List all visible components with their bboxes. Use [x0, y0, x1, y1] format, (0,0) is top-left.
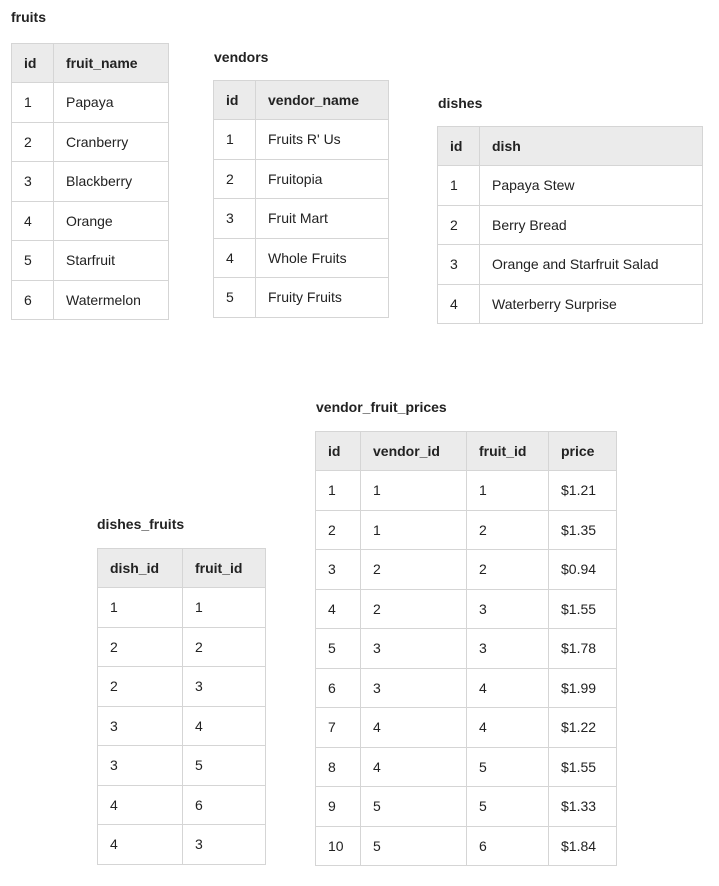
vendor-fruit-prices-header-row — [316, 432, 617, 471]
fruits-header-fruit-name: fruit_name — [54, 44, 169, 83]
table-row — [12, 241, 169, 281]
vendor-fruit-prices-cell-id: 10 — [316, 826, 361, 866]
vendor-fruit-prices-table — [315, 431, 617, 866]
dishes-fruits-header-row — [98, 549, 266, 588]
vendors-cell-vendor-name: Fruity Fruits — [256, 278, 389, 318]
fruits-cell-fruit-name: Blackberry — [54, 162, 169, 202]
dishes-header-row — [438, 127, 703, 166]
fruits-header-row — [12, 44, 169, 83]
vendor-fruit-prices-cell-price: $1.22 — [549, 708, 617, 748]
vendor-fruit-prices-cell-vendor-id: 1 — [361, 510, 467, 550]
fruits-cell-id: 5 — [12, 241, 54, 281]
fruits-cell-id: 1 — [12, 83, 54, 123]
vendor-fruit-prices-cell-price: $0.94 — [549, 550, 617, 590]
fruits-cell-id: 3 — [12, 162, 54, 202]
vendor-fruit-prices-cell-id: 5 — [316, 629, 361, 669]
vendor-fruit-prices-cell-vendor-id: 2 — [361, 589, 467, 629]
vendor-fruit-prices-cell-id: 6 — [316, 668, 361, 708]
vendor-fruit-prices-cell-id: 7 — [316, 708, 361, 748]
table-row — [12, 201, 169, 241]
vendor-fruit-prices-cell-id: 4 — [316, 589, 361, 629]
vendors-header-vendor-name: vendor_name — [256, 81, 389, 120]
dishes-fruits-cell-fruit-id: 3 — [183, 667, 266, 707]
dishes-fruits-cell-dish-id: 3 — [98, 746, 183, 786]
vendor-fruit-prices-cell-vendor-id: 1 — [361, 471, 467, 511]
dishes-fruits-cell-fruit-id: 2 — [183, 627, 266, 667]
vendor-fruit-prices-cell-price: $1.99 — [549, 668, 617, 708]
vendor-fruit-prices-cell-vendor-id: 4 — [361, 747, 467, 787]
table-row — [12, 83, 169, 123]
vendors-cell-id: 1 — [214, 120, 256, 160]
table-row — [12, 280, 169, 320]
vendor-fruit-prices-cell-fruit-id: 4 — [467, 668, 549, 708]
table-row — [316, 787, 617, 827]
dishes-cell-dish: Berry Bread — [480, 205, 703, 245]
vendors-cell-vendor-name: Whole Fruits — [256, 238, 389, 278]
vendor-fruit-prices-cell-price: $1.55 — [549, 747, 617, 787]
fruits-title: fruits — [11, 9, 46, 25]
vendor-fruit-prices-cell-id: 9 — [316, 787, 361, 827]
vendor-fruit-prices-title: vendor_fruit_prices — [316, 399, 447, 415]
vendor-fruit-prices-cell-vendor-id: 3 — [361, 668, 467, 708]
table-row — [98, 706, 266, 746]
vendor-fruit-prices-cell-fruit-id: 5 — [467, 787, 549, 827]
vendor-fruit-prices-cell-vendor-id: 5 — [361, 787, 467, 827]
vendors-cell-vendor-name: Fruit Mart — [256, 199, 389, 239]
vendor-fruit-prices-cell-price: $1.33 — [549, 787, 617, 827]
vendor-fruit-prices-cell-vendor-id: 2 — [361, 550, 467, 590]
vendor-fruit-prices-header-fruit-id: fruit_id — [467, 432, 549, 471]
table-row — [438, 245, 703, 285]
vendor-fruit-prices-cell-fruit-id: 2 — [467, 550, 549, 590]
table-row — [316, 668, 617, 708]
dishes-fruits-cell-fruit-id: 4 — [183, 706, 266, 746]
vendor-fruit-prices-cell-fruit-id: 5 — [467, 747, 549, 787]
vendor-fruit-prices-cell-id: 2 — [316, 510, 361, 550]
table-row — [438, 284, 703, 324]
vendor-fruit-prices-cell-price: $1.84 — [549, 826, 617, 866]
vendor-fruit-prices-cell-vendor-id: 5 — [361, 826, 467, 866]
dishes-fruits-cell-dish-id: 3 — [98, 706, 183, 746]
table-row — [316, 510, 617, 550]
table-row — [316, 550, 617, 590]
dishes-fruits-cell-dish-id: 4 — [98, 825, 183, 865]
fruits-cell-fruit-name: Orange — [54, 201, 169, 241]
dishes-fruits-cell-dish-id: 4 — [98, 785, 183, 825]
table-row — [316, 826, 617, 866]
fruits-cell-fruit-name: Cranberry — [54, 122, 169, 162]
vendor-fruit-prices-cell-fruit-id: 6 — [467, 826, 549, 866]
vendors-table — [213, 80, 389, 318]
vendor-fruit-prices-cell-fruit-id: 1 — [467, 471, 549, 511]
dishes-cell-id: 2 — [438, 205, 480, 245]
fruits-cell-id: 6 — [12, 280, 54, 320]
dishes-fruits-cell-fruit-id: 5 — [183, 746, 266, 786]
table-row — [12, 162, 169, 202]
table-row — [98, 627, 266, 667]
vendors-cell-id: 3 — [214, 199, 256, 239]
vendor-fruit-prices-cell-price: $1.78 — [549, 629, 617, 669]
vendor-fruit-prices-cell-fruit-id: 3 — [467, 589, 549, 629]
vendors-header-id: id — [214, 81, 256, 120]
dishes-fruits-cell-dish-id: 2 — [98, 667, 183, 707]
dishes-fruits-cell-fruit-id: 1 — [183, 588, 266, 628]
table-row — [98, 746, 266, 786]
dishes-fruits-cell-fruit-id: 6 — [183, 785, 266, 825]
vendor-fruit-prices-cell-fruit-id: 2 — [467, 510, 549, 550]
vendor-fruit-prices-header-id: id — [316, 432, 361, 471]
dishes-fruits-cell-fruit-id: 3 — [183, 825, 266, 865]
table-row — [214, 199, 389, 239]
dishes-cell-dish: Papaya Stew — [480, 166, 703, 206]
table-row — [316, 589, 617, 629]
vendor-fruit-prices-cell-price: $1.35 — [549, 510, 617, 550]
dishes-cell-dish: Orange and Starfruit Salad — [480, 245, 703, 285]
table-row — [214, 278, 389, 318]
table-row — [214, 238, 389, 278]
vendor-fruit-prices-cell-price: $1.21 — [549, 471, 617, 511]
vendor-fruit-prices-cell-fruit-id: 3 — [467, 629, 549, 669]
table-row — [98, 588, 266, 628]
table-row — [316, 471, 617, 511]
table-row — [316, 747, 617, 787]
fruits-cell-id: 2 — [12, 122, 54, 162]
vendors-header-row — [214, 81, 389, 120]
table-row — [316, 629, 617, 669]
fruits-header-id: id — [12, 44, 54, 83]
vendors-cell-id: 2 — [214, 159, 256, 199]
table-row — [12, 122, 169, 162]
fruits-table — [11, 43, 169, 320]
vendor-fruit-prices-header-price: price — [549, 432, 617, 471]
vendors-cell-id: 5 — [214, 278, 256, 318]
table-row — [98, 825, 266, 865]
dishes-fruits-header-fruit-id: fruit_id — [183, 549, 266, 588]
vendor-fruit-prices-cell-id: 8 — [316, 747, 361, 787]
dishes-fruits-cell-dish-id: 1 — [98, 588, 183, 628]
table-row — [316, 708, 617, 748]
vendor-fruit-prices-cell-vendor-id: 3 — [361, 629, 467, 669]
dishes-fruits-cell-dish-id: 2 — [98, 627, 183, 667]
table-row — [98, 785, 266, 825]
table-row — [98, 667, 266, 707]
vendors-cell-id: 4 — [214, 238, 256, 278]
dishes-fruits-table — [97, 548, 266, 865]
dishes-fruits-header-dish-id: dish_id — [98, 549, 183, 588]
table-row — [214, 159, 389, 199]
table-row — [438, 166, 703, 206]
fruits-cell-id: 4 — [12, 201, 54, 241]
vendors-cell-vendor-name: Fruits R' Us — [256, 120, 389, 160]
dishes-table — [437, 126, 703, 324]
vendors-cell-vendor-name: Fruitopia — [256, 159, 389, 199]
dishes-header-dish: dish — [480, 127, 703, 166]
dishes-header-id: id — [438, 127, 480, 166]
table-row — [438, 205, 703, 245]
vendor-fruit-prices-cell-price: $1.55 — [549, 589, 617, 629]
dishes-fruits-title: dishes_fruits — [97, 516, 185, 532]
table-row — [214, 120, 389, 160]
dishes-cell-id: 4 — [438, 284, 480, 324]
vendor-fruit-prices-cell-id: 1 — [316, 471, 361, 511]
dishes-cell-dish: Waterberry Surprise — [480, 284, 703, 324]
vendors-title: vendors — [214, 49, 269, 65]
vendor-fruit-prices-cell-id: 3 — [316, 550, 361, 590]
dishes-cell-id: 3 — [438, 245, 480, 285]
vendor-fruit-prices-cell-fruit-id: 4 — [467, 708, 549, 748]
vendor-fruit-prices-header-vendor-id: vendor_id — [361, 432, 467, 471]
dishes-cell-id: 1 — [438, 166, 480, 206]
vendor-fruit-prices-cell-vendor-id: 4 — [361, 708, 467, 748]
fruits-cell-fruit-name: Starfruit — [54, 241, 169, 281]
fruits-cell-fruit-name: Watermelon — [54, 280, 169, 320]
dishes-title: dishes — [438, 95, 483, 111]
fruits-cell-fruit-name: Papaya — [54, 83, 169, 123]
